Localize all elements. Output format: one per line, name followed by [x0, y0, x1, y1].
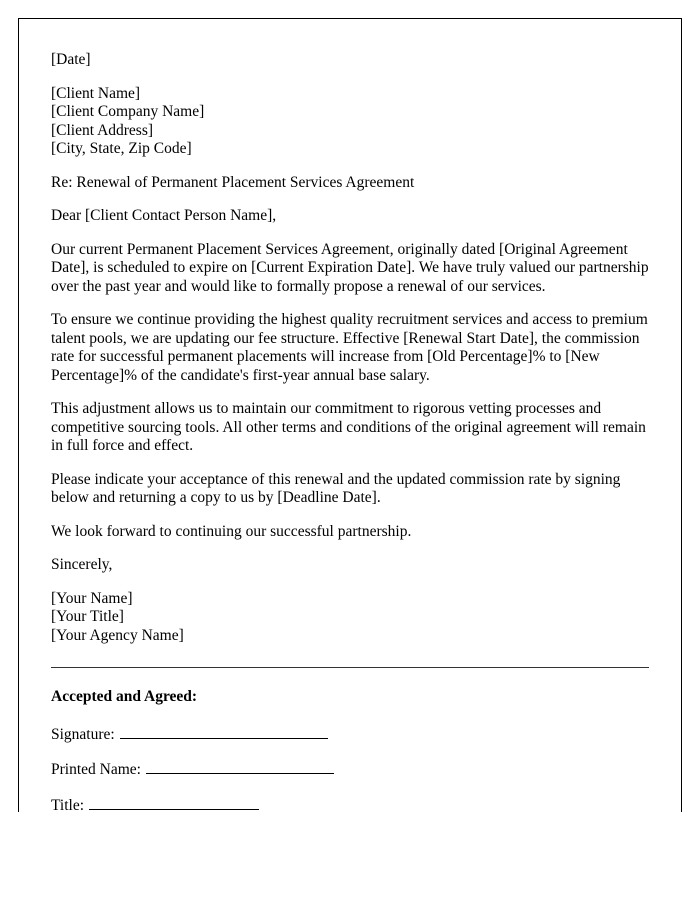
title-rule [89, 796, 259, 810]
sender-agency-name: [Your Agency Name] [51, 626, 184, 644]
signature-line [51, 725, 649, 745]
section-divider [51, 667, 649, 668]
printed-name-line [51, 760, 649, 780]
title-label: Title: [51, 796, 85, 812]
salutation: Dear [Client Contact Person Name], [51, 207, 277, 224]
printed-name-label: Printed Name: [51, 761, 141, 778]
acceptance-heading: Accepted and Agreed: [51, 688, 198, 705]
body-paragraph-3: This adjustment allows us to maintain our commitment to rigorous vetting processes and competitive sourcing tools. All other terms and conditions of the original agreement will remain in full force and effect. [51, 400, 646, 454]
signature-label: Signature: [51, 725, 115, 743]
closing: Sincerely, [51, 556, 113, 573]
client-company-name: [Client Company Name] [51, 103, 205, 120]
client-address: [Client Address] [51, 121, 154, 139]
client-name: [Client Name] [51, 84, 141, 102]
sender-title: [Your Title] [51, 608, 124, 625]
recipient-address-block [51, 85, 649, 159]
printed-name-rule [146, 760, 334, 774]
title-line [51, 796, 649, 813]
body-paragraph-1: Our current Permanent Placement Services Agreement, originally dated [Original Agreement Date], is scheduled to expire on [Current Expiration Date]. We have truly valued our partnership over the past year and would like to formally propose a renewal of our services. [51, 240, 649, 295]
letter-document [18, 18, 682, 812]
subject-line: Re: Renewal of Permanent Placement Services Agreement [51, 173, 415, 191]
date-placeholder: [Date] [51, 51, 91, 68]
client-city-state-zip: [City, State, Zip Code] [51, 140, 192, 157]
body-paragraph-2: To ensure we continue providing the highest quality recruitment services and access to premium talent pools, we are updating our fee structure. Effective [Renewal Start Date], the commission rate for successful permanent placements will increase from [Old Percentage]% to [New Percentage]% of the candidate's first-year annual base salary. [51, 311, 648, 384]
sender-name: [Your Name] [51, 589, 133, 607]
body-paragraph-5: We look forward to continuing our successful partnership. [51, 522, 412, 540]
signature-rule [120, 725, 328, 739]
sender-signature-block [51, 590, 649, 646]
body-paragraph-4: Please indicate your acceptance of this renewal and the updated commission rate by signing below and returning a copy to us by [Deadline Date]. [51, 470, 621, 506]
